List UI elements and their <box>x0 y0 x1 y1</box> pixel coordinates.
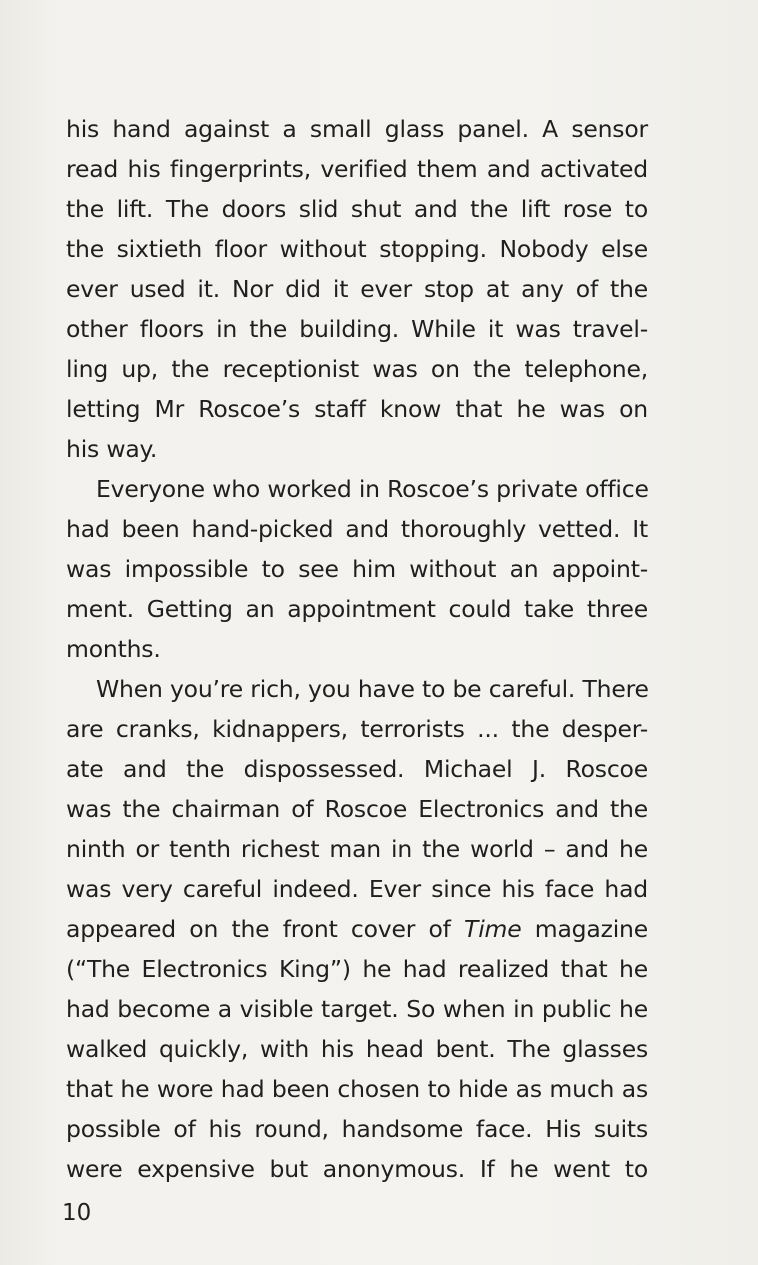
text-line: (“The Electronics King”) he had realized that he <box>66 955 648 983</box>
text-line: his hand against a small glass panel. A sensor <box>66 115 648 143</box>
text-line: the sixtieth floor without stopping. Nobody else <box>66 235 648 263</box>
text-line: read his fingerprints, verified them and activated <box>66 155 648 183</box>
text-line: When you’re rich, you have to be careful. There <box>96 675 649 703</box>
text-line: that he wore had been chosen to hide as much as <box>66 1075 648 1103</box>
paragraph <box>66 669 648 1189</box>
text-line: his way. <box>66 435 158 463</box>
text-line: walked quickly, with his head bent. The glasses <box>66 1035 648 1063</box>
text-line: appeared on the front cover of Time magazine <box>66 915 648 943</box>
text-line: ment. Getting an appointment could take three <box>66 595 648 623</box>
text-line: ever used it. Nor did it ever stop at any of the <box>66 275 648 303</box>
text-line: ninth or tenth richest man in the world – and he <box>66 835 648 863</box>
paragraph <box>66 109 648 469</box>
paragraph <box>66 469 648 669</box>
text-line: had become a visible target. So when in public he <box>66 995 648 1023</box>
text-line: ate and the dispossessed. Michael J. Roscoe <box>66 755 648 783</box>
text-line: had been hand-picked and thoroughly vetted. It <box>66 515 648 543</box>
text-line: are cranks, kidnappers, terrorists ... the desper- <box>66 715 648 743</box>
text-line: was impossible to see him without an appoint- <box>66 555 648 583</box>
text-line: was the chairman of Roscoe Electronics and the <box>66 795 648 823</box>
page-number: 10 <box>62 1200 92 1226</box>
text-line: Everyone who worked in Roscoe’s private office <box>96 475 649 503</box>
magazine-title: Time <box>464 915 522 943</box>
text-line: ling up, the receptionist was on the telephone, <box>66 355 648 383</box>
text-line: were expensive but anonymous. If he went to <box>66 1155 648 1183</box>
text-line: possible of his round, handsome face. His suits <box>66 1115 648 1143</box>
body-text <box>66 109 648 1189</box>
text-line: letting Mr Roscoe’s staff know that he was on <box>66 395 648 423</box>
text-line: other floors in the building. While it was travel- <box>66 315 648 343</box>
text-line: was very careful indeed. Ever since his face had <box>66 875 648 903</box>
text-line: the lift. The doors slid shut and the lift rose to <box>66 195 648 223</box>
text-line: months. <box>66 635 161 663</box>
